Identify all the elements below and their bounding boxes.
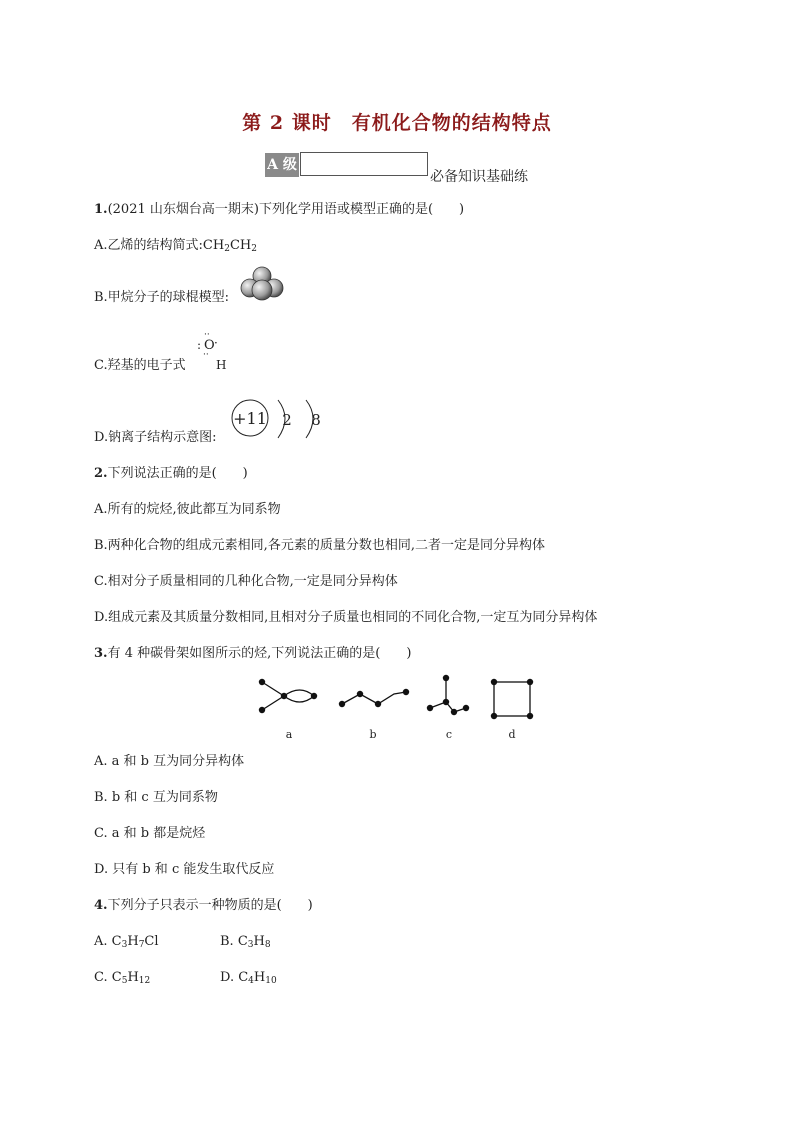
- question-text: (2021 山东烟台高一期末)下列化学用语或模型正确的是( ): [107, 202, 465, 217]
- question-text: 有 4 种碳骨架如图所示的烃,下列说法正确的是( ): [107, 646, 412, 661]
- shell-2-count: 8: [311, 411, 321, 429]
- shell-1-count: 2: [282, 411, 292, 429]
- methane-ball-stick-model: [240, 266, 286, 302]
- q2-option-c: C.相对分子质量相同的几种化合物,一定是同分异构体: [94, 574, 398, 589]
- question-3-stem: [94, 644, 411, 664]
- q3-option-d: D. 只有 b 和 c 能发生取代反应: [94, 862, 275, 877]
- q2-option-d: D.组成元素及其质量分数相同,且相对分子质量也相同的不同化合物,一定互为同分异构体: [94, 610, 598, 625]
- q4-option-d: D. $C_4H_{10}$: [220, 970, 277, 986]
- electron-dots-left: :: [197, 338, 202, 352]
- figure-label-a: a: [285, 728, 293, 741]
- q1-option-b: B.甲烷分子的球棍模型:: [94, 290, 230, 305]
- question-2-stem: [94, 464, 248, 484]
- q3-option-a: A. a 和 b 互为同分异构体: [94, 754, 245, 769]
- figure-label-d: d: [508, 728, 516, 741]
- question-4-stem: [94, 896, 313, 916]
- q3-option-c: C. a 和 b 都是烷烃: [94, 826, 206, 841]
- question-number: 4.: [94, 898, 108, 913]
- sodium-ion-structure-diagram: [228, 398, 328, 442]
- question-text: 下列说法正确的是( ): [107, 466, 248, 481]
- q1-option-a: [94, 236, 257, 256]
- q2-option-b: B.两种化合物的组成元素相同,各元素的质量分数也相同,二者一定是同分异构体: [94, 538, 545, 553]
- question-number: 3.: [94, 646, 108, 661]
- level-box: [300, 152, 428, 176]
- q1-option-c: C.羟基的电子式: [94, 358, 186, 373]
- page-title: 第 2 课时 有机化合物的结构特点: [242, 112, 552, 134]
- carbon-skeleton-figure: [250, 674, 550, 746]
- level-badge: A 级: [265, 153, 299, 177]
- oxygen-symbol: O: [204, 338, 215, 353]
- electron-dots-bottom: ··: [203, 350, 209, 360]
- level-text: 必备知识基础练: [430, 169, 528, 185]
- q4-option-c: C. $C_5H_{12}$: [94, 970, 151, 986]
- q2-option-a: A.所有的烷烃,彼此都互为同系物: [94, 502, 281, 517]
- formula: $CH_2CH_2$: [202, 238, 257, 254]
- q4-option-b: B. $C_3H_8$: [220, 934, 271, 950]
- q4-option-a: A. $C_3H_7Cl$: [94, 934, 159, 950]
- question-1-stem: [94, 200, 464, 220]
- figure-label-c: c: [445, 728, 453, 741]
- figure-label-b: b: [369, 728, 377, 741]
- nucleus-charge: +11: [233, 409, 267, 428]
- electron-dots-right: ·: [214, 336, 218, 350]
- hydrogen-symbol: H: [216, 358, 227, 372]
- question-number: 2.: [94, 466, 108, 481]
- q1-option-d: D.钠离子结构示意图:: [94, 430, 217, 445]
- question-number: 1.: [94, 202, 108, 217]
- question-text: 下列分子只表示一种物质的是( ): [107, 898, 313, 913]
- option-text: A.乙烯的结构简式:: [94, 238, 203, 253]
- electron-dots-top: ··: [204, 330, 210, 340]
- q3-option-b: B. b 和 c 互为同系物: [94, 790, 218, 805]
